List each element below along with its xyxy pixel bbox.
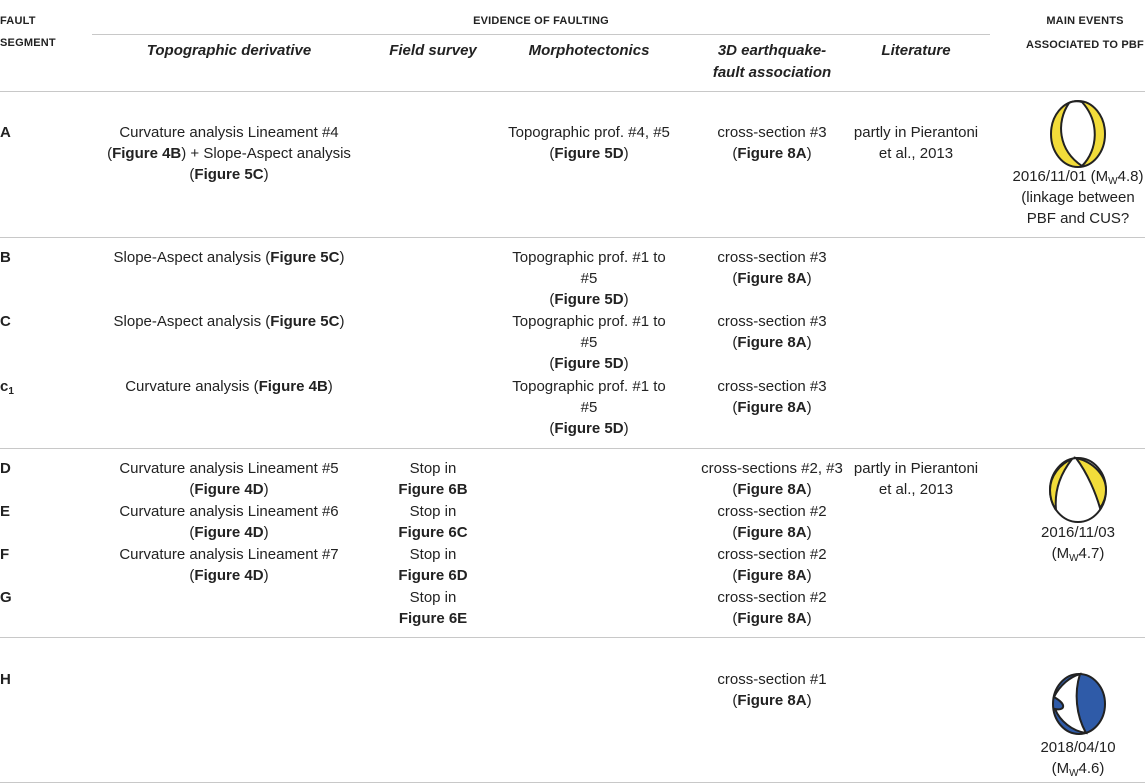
segment-A: A [0, 124, 11, 141]
morpho-c1-line3: (Figure 5D) [549, 420, 629, 437]
col-field-survey: Field survey [389, 42, 477, 59]
field-D-line1: Stop in [409, 460, 457, 477]
eq-A-line1: cross-section #3 [717, 124, 827, 141]
eq-E-line1: cross-section #2 [717, 503, 827, 520]
col-literature: Literature [881, 42, 951, 59]
eq-A-line2: (Figure 8A) [732, 145, 812, 162]
eq-c1-line1: cross-section #3 [717, 378, 827, 395]
beachball-A-icon [1042, 98, 1114, 170]
topo-c1-line1: Curvature analysis (Figure 4B) [125, 378, 333, 395]
eq-C-line1: cross-section #3 [717, 313, 827, 330]
topo-B-line1: Slope-Aspect analysis (Figure 5C) [113, 249, 345, 266]
field-G-line2: Figure 6E [398, 610, 468, 627]
header-main-events: MAIN EVENTS [1046, 15, 1124, 27]
header-rule [0, 91, 1145, 92]
segment-C: C [0, 313, 11, 330]
field-D-line2: Figure 6B [398, 481, 468, 498]
morpho-B-line3: (Figure 5D) [549, 291, 629, 308]
morpho-A-line2: (Figure 5D) [549, 145, 629, 162]
field-G-line1: Stop in [409, 589, 457, 606]
row-rule-G [0, 637, 1145, 638]
eq-c1-line2: (Figure 8A) [732, 399, 812, 416]
segment-D: D [0, 460, 11, 477]
field-E-line1: Stop in [409, 503, 457, 520]
event-A-line2: (linkage between [1021, 189, 1135, 206]
morpho-A-line1: Topographic prof. #4, #5 [508, 124, 670, 141]
topo-C-line1: Slope-Aspect analysis (Figure 5C) [113, 313, 345, 330]
header-associated: ASSOCIATED TO PBF [1026, 39, 1144, 51]
event-H-line2: $(M_W4.6)$ [1051, 760, 1105, 779]
morpho-c1-line1: Topographic prof. #1 to [512, 378, 666, 395]
morpho-C-line1: Topographic prof. #1 to [512, 313, 666, 330]
row-rule-c1 [0, 448, 1145, 449]
event-A-line3: PBF and CUS? [1026, 210, 1130, 227]
col-3d-earthquake: 3D earthquake- [717, 42, 827, 59]
col-fault-association: fault association [712, 64, 832, 81]
topo-A-line1: Curvature analysis Lineament #4 [119, 124, 339, 141]
topo-F-line1: Curvature analysis Lineament #7 [119, 546, 339, 563]
field-E-line2: Figure 6C [398, 524, 468, 541]
beachball-H-icon [1046, 671, 1112, 737]
eq-H-line2: (Figure 8A) [732, 692, 812, 709]
topo-D-line1: Curvature analysis Lineament #5 [119, 460, 339, 477]
topo-E-line2: (Figure 4D) [189, 524, 269, 541]
eq-D-line2: (Figure 8A) [732, 481, 812, 498]
eq-G-line2: (Figure 8A) [732, 610, 812, 627]
eq-C-line2: (Figure 8A) [732, 334, 812, 351]
event-A-line1: 2016/11/01 $(M_W4.8)$ [1012, 168, 1144, 187]
lit-D-line2: et al., 2013 [878, 481, 954, 498]
beachball-D-G-icon [1042, 454, 1114, 526]
col-topographic-derivative: Topographic derivative [146, 42, 312, 59]
morpho-C-line2: #5 [580, 334, 598, 351]
topo-A-line2: (Figure 4B) + Slope-Aspect analysis [107, 145, 351, 162]
lit-A-line2: et al., 2013 [878, 145, 954, 162]
eq-H-line1: cross-section #1 [717, 671, 827, 688]
header-segment: SEGMENT [0, 37, 56, 49]
event-DG-line2: $(M_W4.7)$ [1051, 545, 1105, 564]
event-DG-line1: 2016/11/03 [1041, 524, 1115, 541]
segment-G: G [0, 589, 12, 606]
lit-D-line1: partly in Pierantoni [853, 460, 979, 477]
topo-D-line2: (Figure 4D) [189, 481, 269, 498]
eq-F-line1: cross-section #2 [717, 546, 827, 563]
morpho-C-line3: (Figure 5D) [549, 355, 629, 372]
topo-E-line1: Curvature analysis Lineament #6 [119, 503, 339, 520]
segment-B: B [0, 249, 11, 266]
row-rule-A [0, 237, 1145, 238]
event-H-line1: 2018/04/10 [1040, 739, 1116, 756]
field-F-line1: Stop in [409, 546, 457, 563]
morpho-c1-line2: #5 [580, 399, 598, 416]
eq-E-line2: (Figure 8A) [732, 524, 812, 541]
eq-G-line1: cross-section #2 [717, 589, 827, 606]
morpho-B-line2: #5 [580, 270, 598, 287]
eq-B-line2: (Figure 8A) [732, 270, 812, 287]
header-evidence-title: EVIDENCE OF FAULTING [473, 15, 609, 27]
eq-F-line2: (Figure 8A) [732, 567, 812, 584]
table-bottom-rule [0, 782, 1145, 783]
topo-F-line2: (Figure 4D) [189, 567, 269, 584]
segment-H: H [0, 671, 11, 688]
topo-A-line3: (Figure 5C) [189, 166, 269, 183]
segment-E: E [0, 503, 11, 520]
eq-D-line1: cross-sections #2, #3 [701, 460, 843, 477]
morpho-B-line1: Topographic prof. #1 to [512, 249, 666, 266]
header-fault: FAULT [0, 15, 36, 27]
evidence-underline [92, 34, 990, 35]
col-morphotectonics: Morphotectonics [528, 42, 650, 59]
segment-F: F [0, 546, 10, 563]
eq-B-line1: cross-section #3 [717, 249, 827, 266]
segment-c1: $c_1$ [0, 378, 14, 397]
lit-A-line1: partly in Pierantoni [853, 124, 979, 141]
field-F-line2: Figure 6D [398, 567, 468, 584]
